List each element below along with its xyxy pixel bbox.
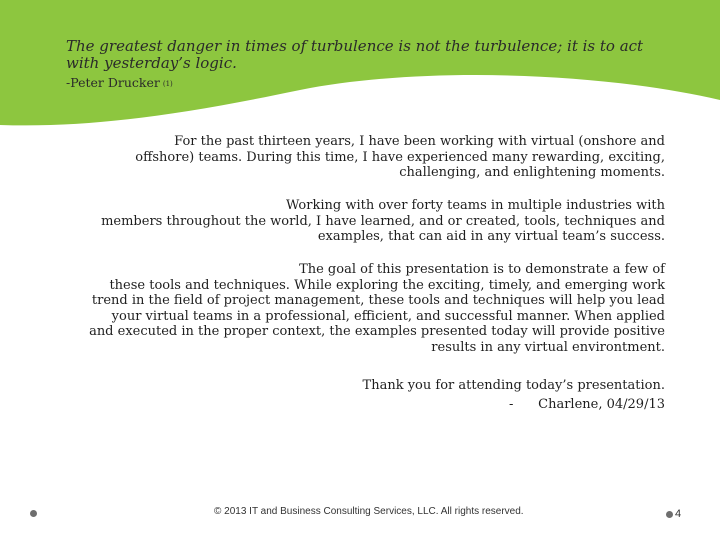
paragraph-3: [89, 262, 665, 356]
paragraph-3-line: these tools and techniques. While exploring the exciting, timely, and emerging work: [109, 277, 665, 293]
paragraph-3-line: your virtual teams in a professional, efficient, and successful manner. When applied: [111, 308, 665, 324]
paragraph-3-line: trend in the field of project management, these tools and techniques will help you lead: [91, 293, 665, 309]
footer-copyright: © 2013 IT and Business Consulting Services, LLC. All rights reserved.: [214, 506, 524, 517]
paragraph-3-line: and executed in the proper context, the examples presented today will provide positive: [89, 324, 665, 340]
quote-author: [66, 75, 173, 90]
closing-block: [363, 376, 665, 414]
left-bullet-dot: [30, 510, 37, 517]
quote-line-2: with yesterday’s logic.: [66, 54, 237, 72]
paragraph-2-line: members throughout the world, I have learned, and or created, tools, techniques and: [101, 213, 665, 229]
signature-line: - Charlene, 04/29/13: [508, 397, 665, 412]
paragraph-2: [101, 198, 665, 245]
footnote-reference: (1): [162, 80, 173, 88]
right-bullet-dot: [666, 511, 673, 518]
paragraph-1-line: For the past thirteen years, I have been working with virtual (onshore and: [174, 134, 665, 149]
paragraph-3-line: results in any virtual environtment.: [431, 339, 665, 355]
thank-you-line: Thank you for attending today’s presentation.: [362, 378, 665, 393]
author-name: -Peter Drucker: [66, 75, 160, 90]
paragraph-1: [135, 134, 665, 181]
paragraph-2-line: Working with over forty teams in multiple industries with: [285, 198, 665, 213]
page-number: 4: [675, 508, 682, 520]
paragraph-1-line: offshore) teams. During this time, I have experienced many rewarding, exciting,: [135, 149, 665, 165]
quote-line-1: The greatest danger in times of turbulence is not the turbulence; it is to act: [66, 37, 644, 55]
paragraph-3-line: The goal of this presentation is to demonstrate a few of: [299, 262, 665, 277]
quote-text: [66, 38, 666, 72]
paragraph-1-line: challenging, and enlightening moments.: [399, 165, 665, 181]
paragraph-2-line: examples, that can aid in any virtual team’s success.: [317, 229, 665, 245]
